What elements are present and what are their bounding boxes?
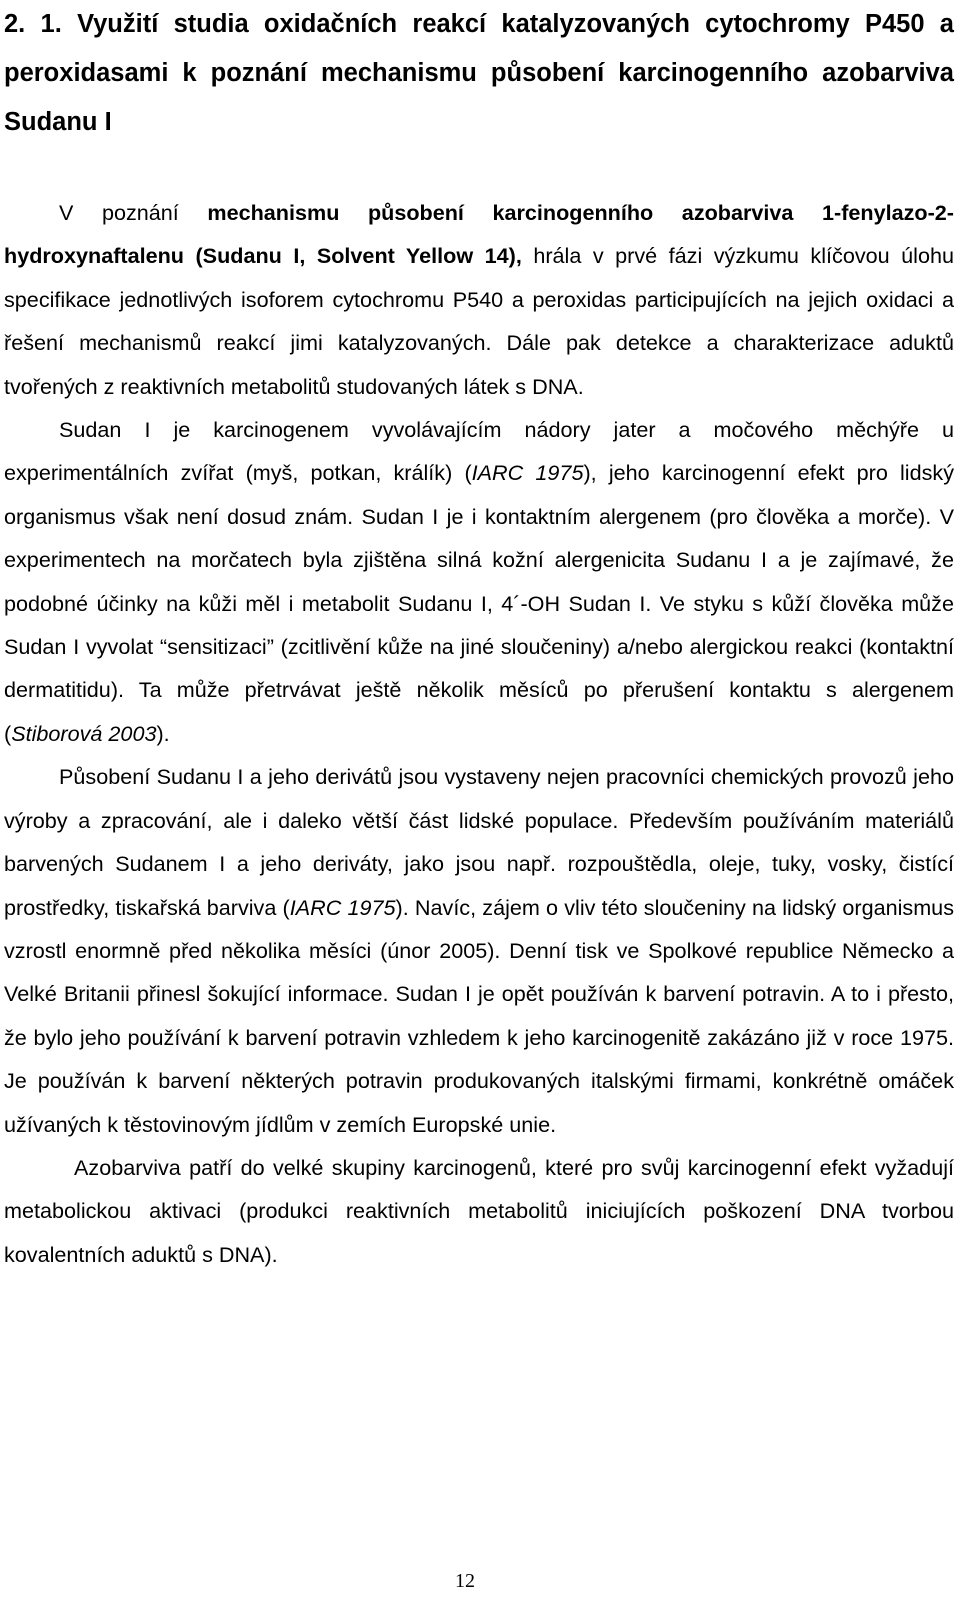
paragraph-1-text: V poznání bbox=[59, 200, 208, 225]
page-number: 12 bbox=[455, 1570, 475, 1592]
paragraph-1-text: hrála v prvé fázi výzkumu klíčovou úlohu specifikace jednotlivých isoforem cytochromu P540 a peroxidas participujících na jejich oxidaci a řešení mechanismů reakcí jimi katalyzovaných. Dále pak detekce a charakterizace aduktů tvořených z reaktivních metabolitů studovaných látek s DNA. bbox=[4, 243, 954, 399]
paragraph-2-text: ). bbox=[156, 720, 170, 746]
paragraph-2-text: ), jeho karcinogenní efekt pro lidský organismus však není dosud znám. Sudan I je i kontaktním alergenem (pro člověka a morče). V experimentech na morčatech byla zjištěna silná kožní alergenicita Sudanu I a je zajímavé, že podobné účinky na kůži měl i metabolit Sudanu I, 4´-OH Sudan I. Ve styku s kůží člověka může Sudan I vyvolat “sensitizaci” (zcitlivění kůže na jiné sloučeniny) a/nebo alergickou reakci (kontaktní dermatitidu). Ta může přetrvávat ještě několik měsíců po přerušení kontaktu s alergenem ( bbox=[4, 460, 954, 746]
citation: IARC 1975 bbox=[471, 460, 584, 486]
document-page bbox=[4, 0, 954, 1276]
citation: IARC 1975 bbox=[289, 894, 396, 920]
heading-spacer bbox=[4, 147, 954, 191]
paragraph-2-text: Sudan I je karcinogenem vyvolávajícím nádory jater a močového měchýře u experimentálních zvířat (myš, potkan, králík) ( bbox=[4, 417, 954, 486]
paragraph-4-text: Azobarviva patří do velké skupiny karcinogenů, které pro svůj karcinogenní efekt vyžadují metabolickou aktivaci (produkci reaktivních metabolitů iniciujících poškození DNA tvorbou kovalentních aduktů s DNA). bbox=[4, 1154, 954, 1267]
paragraph-4 bbox=[4, 1146, 954, 1276]
paragraph-3 bbox=[4, 755, 954, 1146]
section-heading: 2. 1. Využití studia oxidačních reakcí katalyzovaných cytochromy P450 a peroxidasami k poznání mechanismu působení karcinogenního azobarviva Sudanu I bbox=[4, 10, 954, 136]
paragraph-3-text: Působení Sudanu I a jeho derivátů jsou vystaveny nejen pracovníci chemických provozů jeho výroby a zpracování, ale i daleko větší část lidské populace. Především používáním materiálů barvených Sudanem I a jeho deriváty, jako jsou např. rozpouštědla, oleje, tuky, vosky, čistící prostředky, tiskařská barviva ( bbox=[4, 764, 954, 920]
paragraph-1-bold-text: mechanismu působení karcinogenního azobarviva 1-fenylazo-2-hydroxynaftalenu (Sudanu I, Solvent Yellow 14), bbox=[4, 200, 954, 269]
paragraph-1 bbox=[4, 191, 954, 408]
citation: Stiborová 2003 bbox=[11, 720, 157, 746]
paragraph-2 bbox=[4, 408, 954, 755]
paragraph-3-text: ). Navíc, zájem o vliv této sloučeniny na lidský organismus vzrostl enormně před několika měsíci (únor 2005). Denní tisk ve Spolkové republice Německo a Velké Britanii přinesl šokující informace. Sudan I je opět používán k barvení potravin. A to i přesto, že bylo jeho používání k barvení potravin vzhledem k jeho karcinogenitě zakázáno již v roce 1975. Je používán k barvení některých potravin produkovaných italskými firmami, konkrétně omáček užívaných k těstovinovým jídlům v zemích Europské unie. bbox=[4, 894, 954, 1137]
